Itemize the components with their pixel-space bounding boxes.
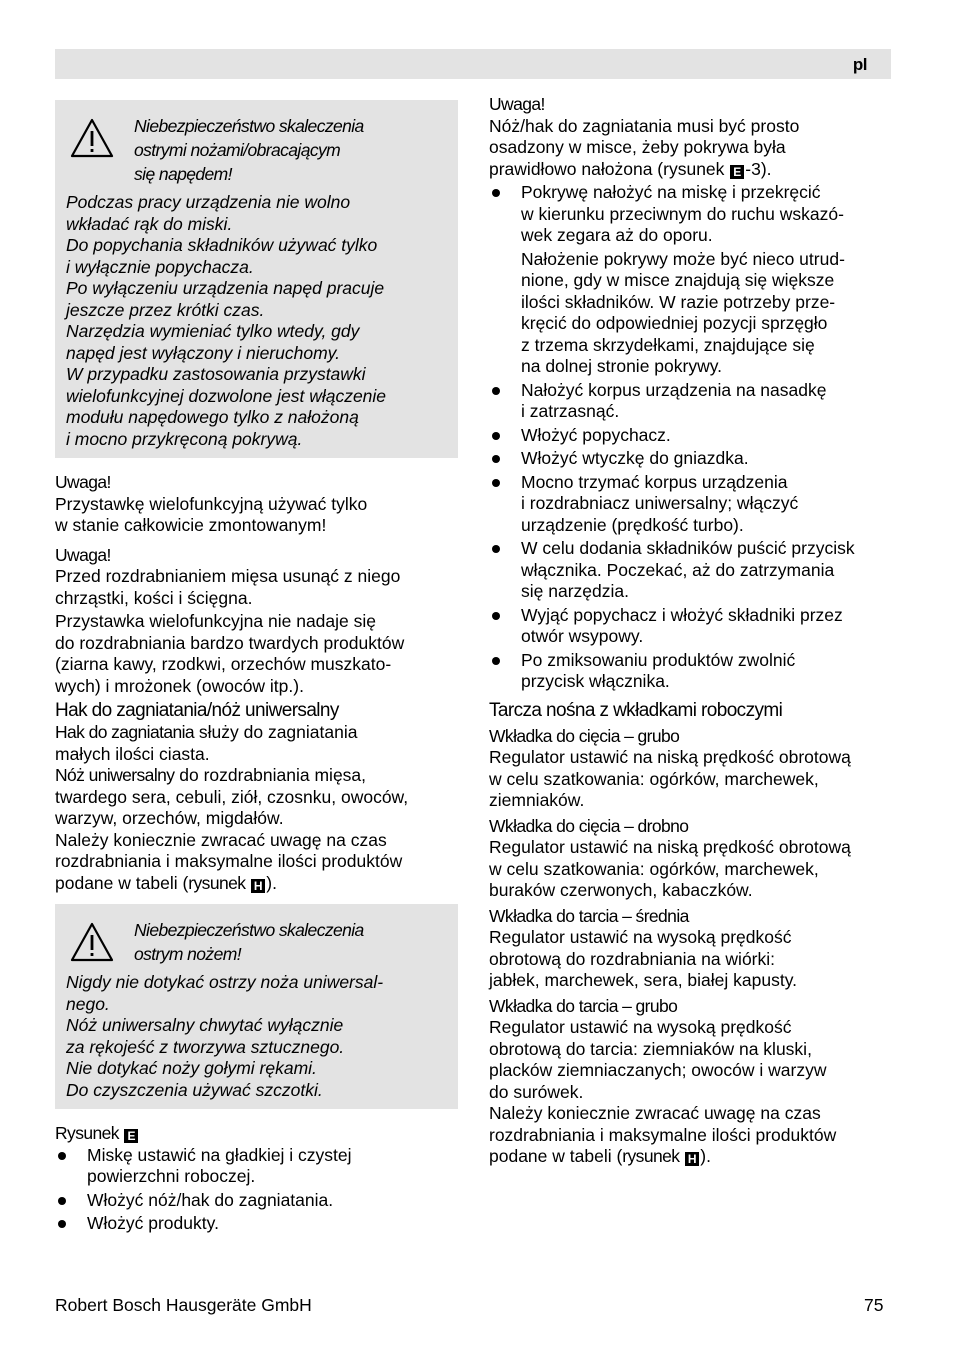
list-item: Mocno trzymać korpus urządzenia i rozdrabniacz uniwersalny; włączyć urządzenie (prędkość turbo). (489, 472, 894, 537)
subsection-title: Wkładka do cięcia – grubo (489, 725, 680, 746)
list-item: Pokrywę nałożyć na miskę i przekręcić w kierunku przeciwnym do ruchu wskazó- wek zegara aż do oporu. Nałożenie pokrywy może być nieco utrud- nione, gdy w misce znajdują się większe ilości składników. W razie potrzeby prze- kręcić do odpowiedniej pozycji sprzęgło z trzema skrzydełkami, znajdujące się na dolnej stronie pokrywy. (489, 182, 894, 378)
warning-text: Podczas pracy urządzenia nie wolno wkładać rąk do miski. Do popychania składników używać tylko i wyłącznie popychacza. Po wyłączeniu urządzenia napęd pracuje jeszcze przez krótki czas. Narzędzia wymieniać tylko wtedy, gdy napęd jest wyłączony i nieruchomy. W przypadku zastosowania przystawki wielofunkcyjnej dozwolone jest włączenie modułu napędowego tylko z nałożoną i mocno przykręconą pokrywą. (66, 192, 387, 449)
subsection-title: Wkładka do tarcia – grubo (489, 995, 678, 1016)
list-item: Włożyć produkty. (55, 1213, 458, 1235)
figure-e-icon: E (124, 1129, 138, 1143)
note-label: Uwaga! (489, 94, 545, 114)
list-item: Po zmiksowaniu produktów zwolnić przycisk włącznika. (489, 650, 894, 693)
list-item: Nałożyć korpus urządzenia na nasadkę i zatrzasnąć. (489, 380, 894, 423)
warning-title: Niebezpieczeństwo skaleczenia ostrymi nożami/obracającym się napędem! (134, 116, 364, 184)
paragraph: Regulator ustawić na wysoką prędkość obrotową do rozdrabniania na wiórki: jabłek, marchewek, sera, białej kapusty. (489, 927, 798, 990)
list-item: Włożyć nóż/hak do zagniatania. (55, 1190, 458, 1212)
section-heading: Tarcza nośna z wkładkami roboczymi (489, 699, 783, 721)
warning-box-knife (55, 904, 458, 1109)
note-text: Przystawkę wielofunkcyjną używać tylko w stanie całkowicie zmontowanym! (55, 493, 368, 535)
language-code: pl (852, 55, 867, 74)
warning-text: Nigdy nie dotykać ostrzy noża uniwersal- nego. Nóż uniwersalny chwytać wyłącznie za rękojeść z tworzywa sztucznego. Nie dotykać noży gołymi rękami. Do czyszczenia używać szczotki. (66, 972, 384, 1100)
note-text: Przed rozdrabnianiem mięsa usunąć z niego chrząstki, kości i ścięgna. (55, 566, 401, 608)
footer-company: Robert Bosch Hausgeräte GmbH (55, 1295, 312, 1315)
step-list (55, 1145, 458, 1235)
note-label: Uwaga! (55, 472, 111, 492)
paragraph: Regulator ustawić na niską prędkość obrotową w celu szatkowania: ogórków, marchewek, ziemniaków. (489, 747, 851, 810)
step-list (489, 182, 894, 693)
warning-triangle-icon (70, 118, 114, 158)
warning-title: Niebezpieczeństwo skaleczenia ostrym nożem! (134, 920, 364, 964)
header-bar (55, 49, 891, 79)
note-label: Uwaga! (55, 544, 111, 565)
list-item-note: Nałożenie pokrywy może być nieco utrud- nione, gdy w misce znajdują się większe ilości składników. W razie potrzeby prze- kręcić do odpowiedniej pozycji sprzęgło z trzema skrzydełkami, znajdujące się na dolnej stronie pokrywy. (521, 248, 845, 376)
list-item: Włożyć wtyczkę do gniazdka. (489, 448, 894, 470)
subsection-title: Wkładka do cięcia – drobno (489, 815, 689, 836)
section-heading: Hak do zagniatania/nóż uniwersalny (55, 700, 339, 721)
warning-triangle-icon (70, 922, 114, 962)
page-number: 75 (864, 1295, 884, 1315)
subsection-title: Wkładka do tarcia – średnia (489, 905, 689, 926)
paragraph: Regulator ustawić na wysoką prędkość obrotową do tarcia: ziemniaków na kluski, placków ziemniaczanych; owoców i warzyw do surówek. Należy koniecznie zwracać uwagę na czas rozdrabniania i maksymalne ilości produktów podane w tabeli (rysunek H ). (489, 1017, 837, 1166)
paragraph: Hak do zagniatania służy do zagniatania małych ilości ciasta. Nóż uniwersalny do rozdrabniania mięsa, twardego sera, cebuli, ziół, czosnku, owoców, warzyw, orzechów, migdałów. Należy koniecznie zwracać uwagę na czas rozdrabniania i maksymalne ilości produktów podane w tabeli (rysunek H ). (55, 722, 409, 893)
list-item: Włożyć popychacz. (489, 425, 894, 447)
figure-label: Rysunek E (55, 1123, 458, 1145)
figure-h-icon: H (685, 1152, 699, 1166)
warning-box-blades-drive (55, 100, 458, 458)
left-column (55, 94, 458, 1237)
figure-h-icon: H (251, 879, 265, 893)
list-item: W celu dodania składników puścić przycisk włącznika. Poczekać, aż do zatrzymania się narzędzia. (489, 538, 894, 603)
list-item: Miskę ustawić na gładkiej i czystej powierzchni roboczej. (55, 1145, 458, 1188)
paragraph: Przystawka wielofunkcyjna nie nadaje się do rozdrabniania bardzo twardych produktów (ziarna kawy, rzodkwi, orzechów muszkato- wych) i mrożonek (owoców itp.). (55, 611, 405, 696)
note-text: Nóż/hak do zagniatania musi być prosto osadzony w misce, żeby pokrywa była prawidłowo nałożona (rysunek E -3). (489, 115, 800, 179)
right-column (489, 94, 894, 1170)
paragraph: Regulator ustawić na niską prędkość obrotową w celu szatkowania: ogórków, marchewek, buraków czerwonych, kabaczków. (489, 837, 851, 900)
list-item: Wyjąć popychacz i włożyć składniki przez otwór wsypowy. (489, 605, 894, 648)
figure-e-icon: E (730, 165, 744, 179)
